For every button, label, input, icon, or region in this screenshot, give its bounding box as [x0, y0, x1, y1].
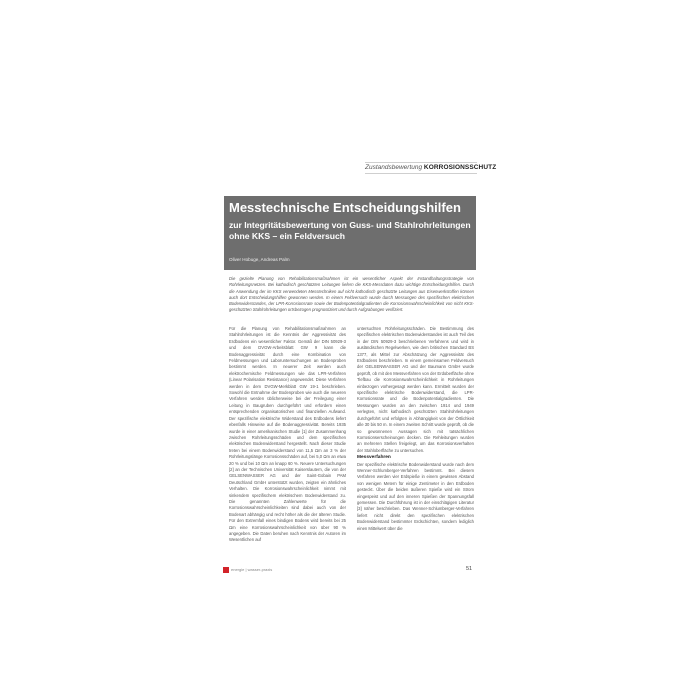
publisher-logo-icon — [223, 567, 229, 573]
header-rule-bottom — [365, 173, 477, 174]
article-authors: Oliver Hobuge, Andreas Palm — [229, 257, 290, 262]
article-lead: Die gezielte Planung von Rehabilitationsmaßnahmen ist ein wesentlicher Aspekt der Instandhaltungsstrategie von Rohrleitungsnetzen. Bei kathodisch geschützten Leitungen liefern die KKS-Messdaten dazu wichtige Entscheidungshilfen. Durch die Anwendung der im KKS verwendeten Messtechniken auf nicht kathodisch geschützte Leitungen aus Eisenwerkstoffen können auch dort Entscheidungshilfen gewonnen werden. In einem Feldversuch wurde durch Messungen des spezifischen elektrischen Bodenwiderstandes, der LPR-Korrosionsrate sowie der Bodenpotentialgradienten die Korrosionswahrscheinlichkeit von nicht KKS-geschützten Stahlrohrleitungen ortsbezogen prognostiziert und durch Aufgrabungen verifiziert. — [229, 276, 474, 313]
page-number: 51 — [466, 566, 473, 572]
article-title: Messtechnische Entscheidungshilfen — [229, 200, 461, 215]
body-column-right — [357, 326, 474, 532]
body-paragraph: Für die Planung von Rehabilitationsmaßnahmen an Stahlrohrleitungen ist die Kenntnis der Aggressivität des Erdbodens ein wesentlicher Faktor. Gemäß der DIN 50929-3 und dem DVGW-Arbeitsblatt GW 9 kann die Bodenaggressivität durch eine Kombination von Feldmessungen und Laboruntersuchungen an Bodenproben bestimmt werden. In neuerer Zeit werden auch elektrochemische Feldmessungen wie das LPR-Verfahren (Linear Polarisation Resistance) angewendet. Diese Verfahren werden in dem DVGW-Merkblatt GW 19-1 beschrieben. Sowohl die Entnahme der Bodenproben wie auch die neueren Verfahren werden üblicherweise bei der Freilegung einer Leitung in Baugruben durchgeführt und erfordern einen entsprechenden organisatorischen und finanziellen Aufwand. Der spezifische elektrische Widerstand des Erdbodens liefert ebenfalls Hinweise auf die Bodenaggressivität. Bereits 1935 wurde in einer amerikanischen Studie [1] der Zusammenhang zwischen Rohrleitungsschäden und dem spezifischen elektrischen Bodenwiderstand hergestellt. Nach dieser Studie treten bei einem Bodenwiderstand von 11,5 Ωm an 3 % der Rohrleitungslänge Korrosionsschäden auf, bei 5,0 Ωm an etwa 20 % und bei 10 Ωm an knapp 60 %. Neuere Untersuchungen [2] an der Technischen Universität Kaiserslautern, die von der GELSENWASSER AG und der Saint-Gobain PAM Deutschland GmbH unterstützt wurden, zeigten ein ähnliches Verhalten. Die Korrosionswahrscheinlichkeit nimmt mit sinkendem spezifischem elektrischem Bodenwiderstand zu. Die genannten Zahlenwerte für die Korrosionswahrscheinlichkeiten sind dabei auch von der Bodenart abhängig und recht höher als die der älteren Studie. Für den Extremfall eines bindigen Bodens wird bereits bei 25 Ωm eine Korrosionswahrscheinlichkeit von über 90 % angegeben. Die Daten beruhen nach Kenntnis der Autoren im Wesentlichen auf — [229, 326, 346, 543]
publisher-logo-text: energie | wasser-praxis — [231, 567, 273, 572]
header-section: Zustandsbewertung — [365, 164, 423, 171]
section-heading: Messverfahren — [357, 455, 391, 461]
header-topic: KORROSIONSSCHUTZ — [423, 164, 497, 171]
body-column-left — [229, 326, 346, 544]
article-subtitle: zur Integritätsbewertung von Guss- und Stahlrohrleitungen ohne KKS – ein Feldversuch — [229, 220, 471, 241]
body-paragraph: Der spezifische elektrische Bodenwiderstand wurde nach dem Wenner-Schlumberger-Verfahren bestimmt. Bei diesem Verfahren werden vier Erdspieße in einem gewissen Abstand von wenigen Metern für einige Zentimeter in den Erdboden gesteckt. Über die beiden äußeren Spieße wird ein Strom eingespeist und auf den inneren Spießen der Spannungsfall gemessen. Die Durchführung ist in der einschlägigen Literatur [3] näher beschrieben. Das Wenner-Schlumberger-Verfahren liefert nicht direkt den spezifischen elektrischen Bodenwiderstand bestimmter Erdschichten, sondern lediglich einen Mittelwert über die — [357, 461, 474, 531]
body-paragraph: untersuchten Rohrleitungsschäden. Die Bestimmung des spezifischen elektrischen Bodenwiderstandes ist auch Teil des in der DIN 50929-3 beschriebenen Verfahrens und wird in ausländischen Regelwerken, wie dem britischen Standard BS 1377, als Mittel zur Abschätzung der Aggressivität des Erdbodens beschrieben. In einem gemeinsamen Feldversuch der GELSENWASSER AG und der Baumann GmbH wurde geprüft, ob mit den Messverfahren von der Erdoberfläche ohne Tiefbau die Korrosionswahrscheinlichkeit in Rohrleitungen einbezogen vorhergesagt werden kann. Ermittelt wurden der spezifische elektrische Bodenwiderstand, die LPR-Korrosionsrate und die Bodenpotentialgradienten. Die Messungen wurden an den zwischen 1914 und 1949 verlegten, nicht kathodisch geschützten Stahlrohrleitungen durchgeführt und erfolgten in Abhängigkeit von der Örtlichkeit alle 30 bis 50 m. In einem zweiten Schritt wurde geprüft, ob die so gewonnenen Aussagen sich mit tatsächlichen Korrosionserscheinungen decken. Die Rehleitungen wurden an mehreren Stellen freigelegt, um das Korrosionsverhalten der Stahloberfläche zu untersuchen. — [357, 326, 474, 453]
running-header — [365, 163, 497, 173]
